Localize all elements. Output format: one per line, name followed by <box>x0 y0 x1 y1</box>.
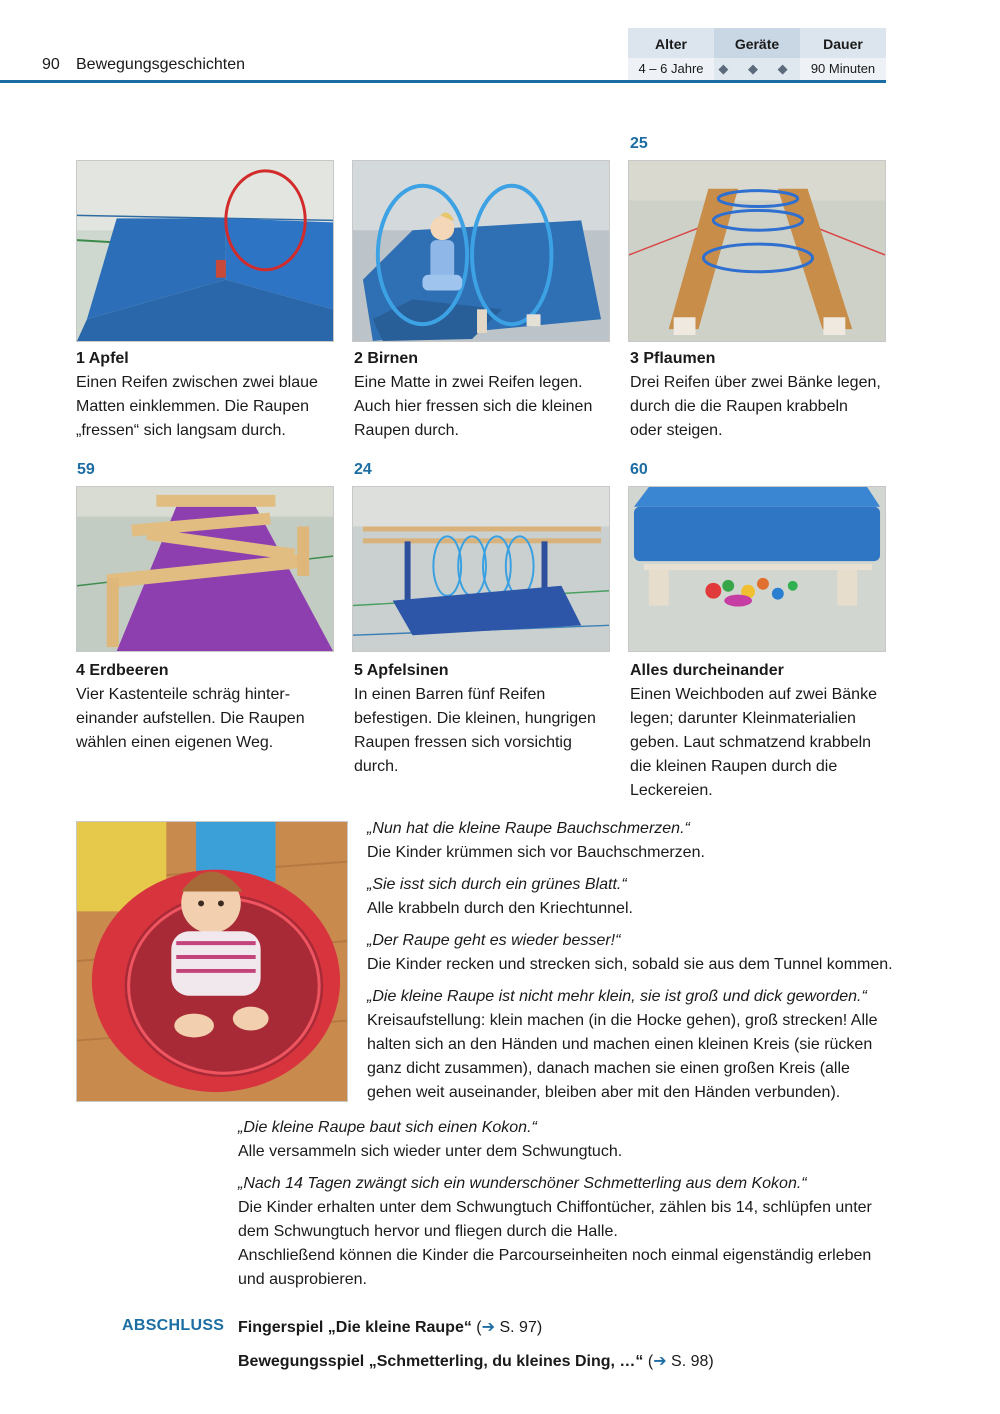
abschluss-item-title: Fingerspiel „Die kleine Raupe“ <box>238 1319 472 1336</box>
station-caption-pflaumen <box>630 347 881 443</box>
photo-erdbeeren <box>76 486 334 652</box>
meta-age <box>628 28 714 80</box>
caption-line: oder steigen. <box>630 422 723 439</box>
story-text-line: Anschließend können die Kinder die Parcourseinheiten noch einmal eigenständig erleben <box>238 1247 872 1264</box>
caption-line: legen; darunter Kleinmaterialien <box>630 710 856 727</box>
station-number-6: 60 <box>630 461 648 478</box>
caption-line: Eine Matte in zwei Reifen legen. <box>354 374 583 391</box>
story-block <box>367 817 897 865</box>
story-quote: „Sie isst sich durch ein grünes Blatt.“ <box>367 876 627 893</box>
story-text: Die Kinder krümmen sich vor Bauchschmerzen. <box>367 844 705 861</box>
photo-birnen <box>352 160 610 342</box>
header-rule <box>0 80 886 83</box>
story-text-line: dem Schwungtuch hervor und fliegen durch die Halle. <box>238 1223 618 1240</box>
caption-line: Einen Weichboden auf zwei Bänke <box>630 686 877 703</box>
story-block <box>367 985 897 1105</box>
story-quote: „Der Raupe geht es wieder besser!“ <box>367 932 621 949</box>
story-text-line: Kreisaufstellung: klein machen (in die Hocke gehen), groß strecken! Alle <box>367 1012 878 1029</box>
story-quote: „Nun hat die kleine Raupe Bauchschmerzen.“ <box>367 820 690 837</box>
story-beside-photo <box>367 817 897 1105</box>
caption-title: 4 Erdbeeren <box>76 662 169 679</box>
page-number: 90 <box>42 56 60 73</box>
caption-title: 1 Apfel <box>76 350 129 367</box>
abschluss-page-ref[interactable]: S. 97) <box>495 1319 543 1336</box>
caption-title: 2 Birnen <box>354 350 419 367</box>
caption-line: Auch hier fressen sich die kleinen <box>354 398 593 415</box>
station-caption-apfel <box>76 347 318 443</box>
story-block <box>367 873 897 921</box>
meta-duration <box>800 28 886 80</box>
caption-line: Raupen fressen sich vorsichtig <box>354 734 572 751</box>
caption-line: „fressen“ sich langsam durch. <box>76 422 286 439</box>
caption-line: Leckereien. <box>630 782 713 799</box>
story-quote: „Die kleine Raupe ist nicht mehr klein, sie ist groß und dick geworden.“ <box>367 988 867 1005</box>
station-caption-birnen <box>354 347 592 443</box>
caption-line: Matten einklemmen. Die Raupen <box>76 398 310 415</box>
story-full-width <box>238 1116 898 1292</box>
caption-line: geben. Laut schmatzend krabbeln <box>630 734 872 751</box>
station-caption-alles-durcheinander <box>630 659 877 803</box>
abschluss-label: ABSCHLUSS <box>122 1317 225 1334</box>
abschluss-item-fingerspiel <box>238 1317 542 1337</box>
caption-line: befestigen. Die kleinen, hungrigen <box>354 710 596 727</box>
station-caption-erdbeeren <box>76 659 305 755</box>
caption-line: durch die die Raupen krabbeln <box>630 398 848 415</box>
story-text-line: Die Kinder erhalten unter dem Schwungtuch Chiffontücher, zählen bis 14, schlüpfen unter <box>238 1199 872 1216</box>
story-quote: „Nach 14 Tagen zwängt sich ein wunderschöner Schmetterling aus dem Kokon.“ <box>238 1175 807 1192</box>
caption-line: wählen einen eigenen Weg. <box>76 734 274 751</box>
story-block <box>367 929 897 977</box>
story-text-line: halten sich an den Händen und machen einen kleinen Kreis (sie rücken <box>367 1036 873 1053</box>
abschluss-page-ref[interactable]: S. 98) <box>666 1353 714 1370</box>
abschluss-item-bewegungsspiel <box>238 1351 714 1371</box>
section-title: Bewegungsgeschichten <box>76 56 246 73</box>
story-block <box>238 1172 898 1292</box>
story-block <box>238 1116 898 1164</box>
caption-title: 3 Pflaumen <box>630 350 716 367</box>
story-text-line: gehen weit auseinander, bleiben aber mit den Händen verbunden). <box>367 1084 841 1101</box>
caption-line: Vier Kastenteile schräg hinter- <box>76 686 291 703</box>
photo-apfel <box>76 160 334 342</box>
station-number-3: 25 <box>630 135 648 152</box>
station-number-5: 24 <box>354 461 372 478</box>
meta-box <box>628 28 886 80</box>
abschluss-open-paren: ( <box>471 1319 482 1336</box>
story-text-line: ganz dicht zusammen), danach machen sie einen großen Kreis (alle <box>367 1060 850 1077</box>
caption-line: durch. <box>354 758 399 775</box>
abschluss-item-title: Bewegungsspiel „Schmetterling, du kleines Ding, …“ <box>238 1353 644 1370</box>
station-caption-apfelsinen <box>354 659 596 779</box>
photo-alles-durcheinander <box>628 486 886 652</box>
story-text: Alle versammeln sich wieder unter dem Schwungtuch. <box>238 1143 623 1160</box>
meta-duration-label: Dauer <box>800 28 886 58</box>
photo-kriechtunnel <box>76 821 348 1102</box>
meta-age-value: 4 – 6 Jahre <box>628 58 714 80</box>
story-quote: „Die kleine Raupe baut sich einen Kokon.“ <box>238 1119 537 1136</box>
station-number-4: 59 <box>77 461 95 478</box>
photo-pflaumen <box>628 160 886 342</box>
arrow-right-icon: ➔ <box>481 1319 496 1336</box>
story-text: Die Kinder recken und strecken sich, sobald sie aus dem Tunnel kommen. <box>367 956 893 973</box>
caption-title: Alles durcheinander <box>630 662 784 679</box>
meta-age-label: Alter <box>628 28 714 58</box>
caption-line: Einen Reifen zwischen zwei blaue <box>76 374 318 391</box>
photo-apfelsinen <box>352 486 610 652</box>
caption-line: einander aufstellen. Die Raupen <box>76 710 305 727</box>
arrow-right-icon: ➔ <box>653 1353 667 1370</box>
caption-line: Drei Reifen über zwei Bänke legen, <box>630 374 881 391</box>
story-text: Alle krabbeln durch den Kriechtunnel. <box>367 900 633 917</box>
caption-line: Raupen durch. <box>354 422 459 439</box>
meta-equipment <box>714 28 800 80</box>
meta-duration-value: 90 Minuten <box>800 58 886 80</box>
meta-equipment-label: Geräte <box>714 28 800 58</box>
caption-line: die kleinen Raupen durch die <box>630 758 838 775</box>
caption-line: In einen Barren fünf Reifen <box>354 686 546 703</box>
meta-equipment-diamonds: ◆ ◆ ◆ <box>714 58 800 80</box>
caption-title: 5 Apfelsinen <box>354 662 449 679</box>
abschluss-open-paren: ( <box>643 1353 654 1370</box>
story-text-line: und ausprobieren. <box>238 1271 367 1288</box>
